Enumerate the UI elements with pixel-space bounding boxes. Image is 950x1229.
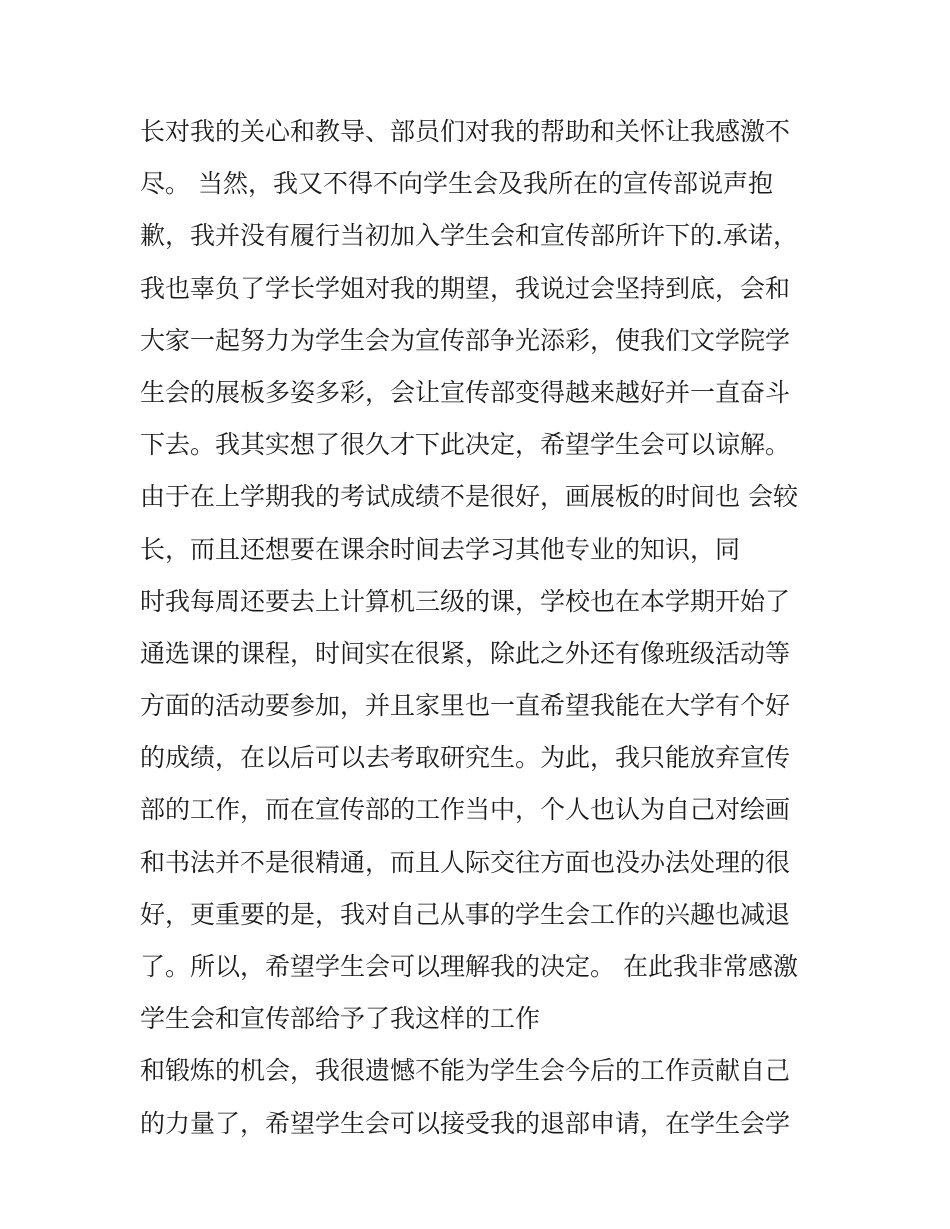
text-line-6: 生会的展板多姿多彩，会让宣传部变得越来越好并一直奋斗 [140, 377, 791, 407]
text-line-19: 和锻炼的机会，我很遗憾不能为学生会今后的工作贡献自己 [140, 1056, 791, 1086]
text-line-14: 部的工作，而在宣传部的工作当中，个人也认为自己对绘画 [140, 795, 791, 825]
text-line-17: 了。所以，希望学生会可以理解我的决定。 在此我非常感激 [140, 952, 798, 981]
text-line-8: 由于在上学期我的考试成绩不是很好，画展板的时间也 会较 [140, 482, 798, 512]
text-line-18: 学生会和宣传部给予了我这样的工作 [140, 1004, 541, 1034]
text-line-15: 和书法并不是很精通，而且人际交往方面也没办法处理的很 [140, 847, 791, 877]
text-line-10: 时我每周还要去上计算机三级的课，学校也在本学期开始了 [140, 586, 791, 616]
text-line-13: 的成绩，在以后可以去考取研究生。为此，我只能放弃宣传 [140, 743, 791, 773]
text-line-11: 通选课的课程，时间实在很紧，除此之外还有像班级活动等 [140, 638, 791, 668]
text-line-4: 我也辜负了学长学姐对我的期望，我说过会坚持到底，会和 [140, 273, 791, 303]
text-line-9: 长，而且还想要在课余时间去学习其他专业的知识，同 [140, 534, 741, 564]
text-line-3: 歉，我并没有履行当初加入学生会和宣传部所许下的.承诺， [140, 221, 798, 251]
text-line-2: 尽。 当然，我又不得不向学生会及我所在的宣传部说声抱 [140, 169, 773, 199]
text-line-20: 的力量了，希望学生会可以接受我的退部申请，在学生会学 [140, 1108, 791, 1138]
text-line-12: 方面的活动要参加，并且家里也一直希望我能在大学有个好 [140, 691, 791, 721]
text-line-1: 长对我的关心和教导、部员们对我的帮助和关怀让我感激不 [140, 117, 791, 146]
text-line-7: 下去。我其实想了很久才下此决定，希望学生会可以谅解。 [140, 430, 791, 460]
text-line-16: 好，更重要的是，我对自己从事的学生会工作的兴趣也减退 [140, 899, 791, 929]
document-body [140, 106, 820, 1150]
text-line-5: 大家一起努力为学生会为宣传部争光添彩，使我们文学院学 [140, 325, 791, 355]
